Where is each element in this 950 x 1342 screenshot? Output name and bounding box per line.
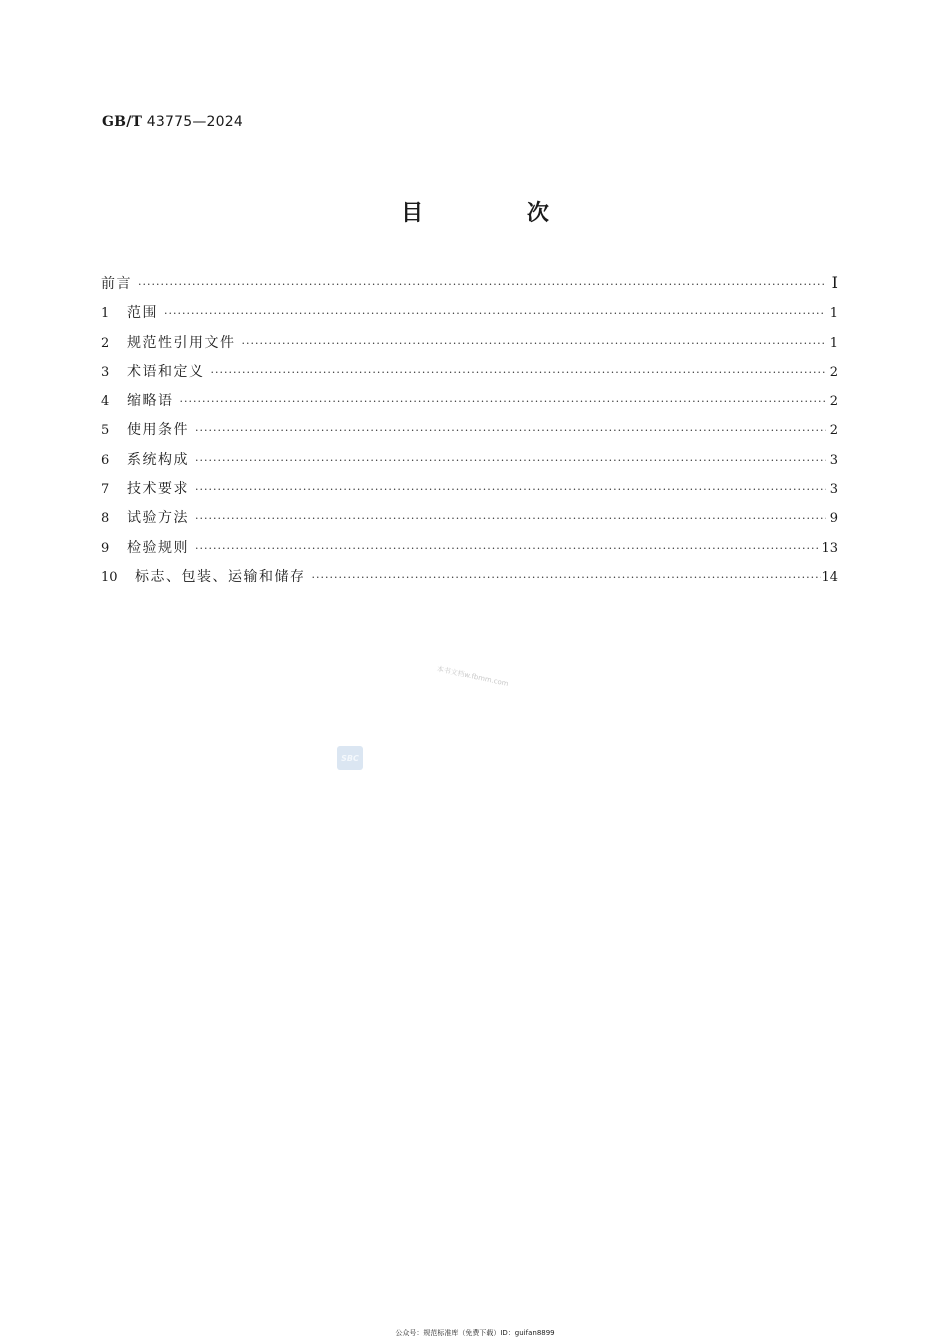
toc-entry-foreword[interactable] [101,273,838,302]
toc-entry-5[interactable] [101,419,838,448]
toc-entry-10[interactable] [101,566,838,595]
toc-entry-label: 系统构成 [127,451,189,468]
toc-title: 目 次 [401,201,597,226]
toc-leader-dots [195,454,826,467]
toc-entry-6[interactable] [101,449,838,478]
toc-entry-number: 9 [101,540,110,556]
toc-entry-label: 试验方法 [127,510,189,527]
toc-entry-4[interactable] [101,390,838,419]
toc-entry-number: 6 [101,452,110,468]
toc-leader-dots [195,483,826,496]
toc-entry-number: 1 [101,306,110,322]
toc-entry-number: 2 [101,335,110,351]
toc-entry-page: Ⅰ [831,273,838,292]
toc-entry-8[interactable] [101,507,838,536]
footer-note: 公众号：规范标准库（免费下载）ID：guifan8899 [395,1329,555,1337]
toc-entry-9[interactable] [101,537,838,566]
toc-entry-page: 1 [829,335,838,351]
toc-entry-page: 3 [829,452,838,468]
toc-entry-number: 7 [101,482,110,498]
toc-leader-dots [211,366,827,379]
toc-entry-2[interactable] [101,332,838,361]
toc-entry-3[interactable] [101,361,838,390]
toc-entry-page: 13 [821,540,838,556]
toc-entry-label: 规范性引用文件 [127,334,236,351]
standard-number: 43775—2024 [146,114,243,130]
toc-entry-page: 14 [821,569,838,585]
watermark-text: 本书文档w.fbmm.com [436,664,510,688]
toc-leader-dots [242,337,827,350]
toc-entry-number: 10 [101,569,118,585]
toc-entry-label: 技术要求 [127,481,189,498]
toc-entry-number: 5 [101,423,110,439]
toc-leader-dots [195,542,821,555]
toc-leader-dots [138,278,826,291]
toc-entry-label: 缩略语 [127,393,174,410]
standard-code [102,114,243,130]
toc-entry-label: 前言 [101,276,132,292]
toc-entry-page: 2 [829,423,838,439]
toc-entry-label: 术语和定义 [127,363,205,380]
toc-leader-dots [312,571,822,584]
toc-entry-page: 1 [829,306,838,322]
watermark-logo-icon: SBC [337,746,363,770]
toc-entry-label: 标志、包装、运输和储存 [135,568,306,585]
toc-entry-7[interactable] [101,478,838,507]
toc-leader-dots [180,395,827,408]
toc-leader-dots [195,424,826,437]
toc-entry-number: 3 [101,364,110,380]
toc-entry-1[interactable] [101,302,838,331]
toc-entry-page: 3 [829,482,838,498]
toc-entry-label: 使用条件 [127,422,189,439]
toc-entry-number: 4 [101,394,110,410]
standard-prefix: GB/T [102,114,143,130]
table-of-contents [101,273,838,595]
toc-entry-page: 2 [829,394,838,410]
toc-entry-page: 9 [829,511,838,527]
toc-leader-dots [195,512,826,525]
toc-entry-number: 8 [101,511,110,527]
toc-entry-label: 检验规则 [127,539,189,556]
toc-entry-label: 范围 [127,305,158,322]
toc-entry-page: 2 [829,364,838,380]
toc-leader-dots [164,307,826,320]
